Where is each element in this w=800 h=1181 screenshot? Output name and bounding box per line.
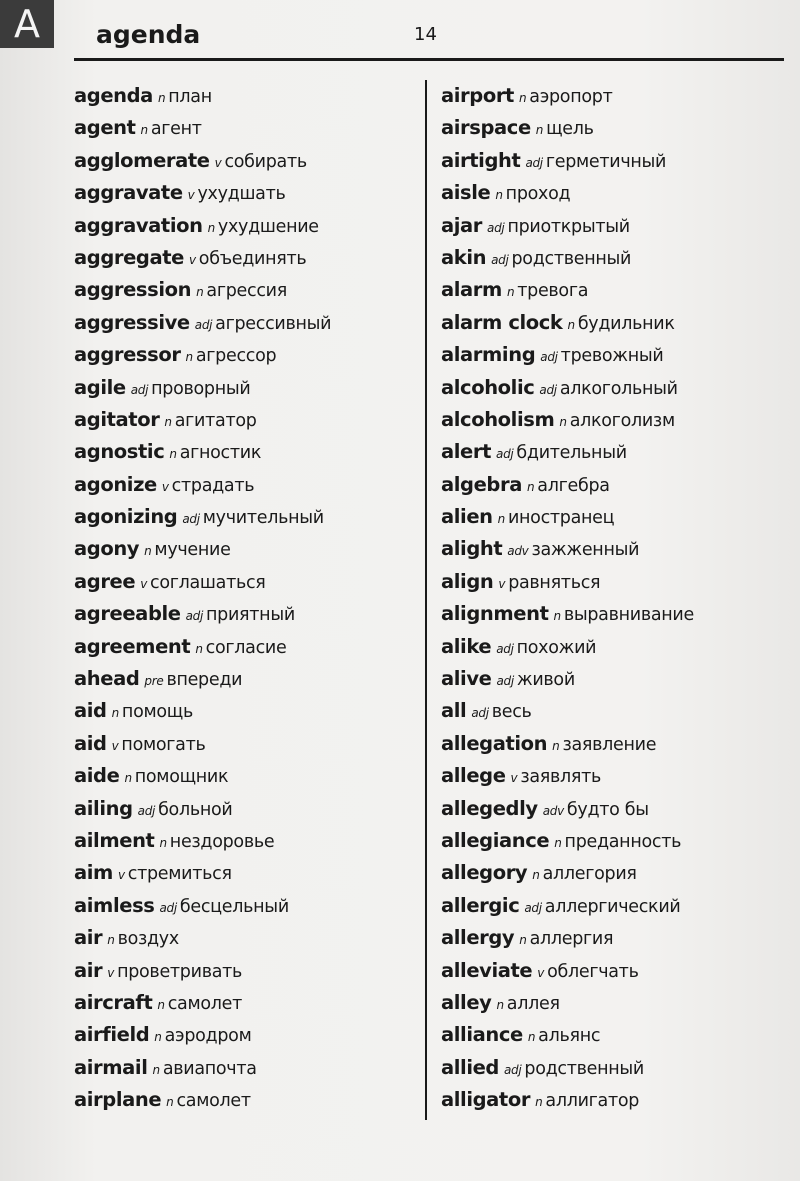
entry-translation: план (168, 87, 212, 107)
entry-headword: alert (441, 440, 492, 464)
entry-part-of-speech: adj (159, 900, 177, 915)
entry-part-of-speech: n (552, 738, 560, 753)
dictionary-entry (441, 793, 786, 825)
entry-part-of-speech: n (535, 123, 544, 138)
dictionary-entry (441, 1019, 786, 1051)
entry-part-of-speech: n (140, 123, 148, 138)
entry-translation: приятный (206, 605, 295, 626)
entry-translation: проход (505, 184, 571, 205)
entry-part-of-speech: n (196, 285, 204, 300)
entry-headword: akin (441, 245, 487, 269)
entry-part-of-speech: n (554, 835, 562, 850)
entry-part-of-speech: v (117, 868, 125, 883)
entry-part-of-speech: v (140, 576, 147, 591)
entry-translation: ухудшение (217, 216, 319, 237)
entry-part-of-speech: n (506, 285, 515, 300)
dictionary-entry (441, 566, 786, 598)
entry-translation: альянс (538, 1026, 601, 1047)
page-number: 14 (414, 24, 437, 45)
dictionary-entry (441, 242, 786, 274)
entry-headword: algebra (441, 472, 522, 496)
entry-translation: бесцельный (179, 896, 289, 917)
dictionary-entry (74, 210, 419, 242)
entry-part-of-speech: v (498, 576, 506, 591)
dictionary-entry (441, 112, 786, 144)
entry-part-of-speech: adj (496, 447, 514, 462)
entry-part-of-speech: n (157, 997, 165, 1012)
dictionary-entry (74, 112, 419, 144)
dictionary-entry (74, 1019, 419, 1051)
entry-translation: самолет (167, 993, 243, 1014)
right-column (441, 80, 786, 1117)
dictionary-entry (441, 955, 786, 987)
entry-headword: aggravation (74, 213, 203, 237)
entry-headword: allergic (441, 893, 520, 917)
dictionary-entry (74, 890, 419, 922)
entry-translation: агрессивный (215, 313, 332, 334)
entry-part-of-speech: adj (504, 1062, 522, 1077)
dictionary-entry (74, 372, 419, 404)
entry-headword: aggressive (74, 310, 190, 334)
entry-translation: приоткрытый (507, 216, 630, 237)
entry-translation: аллергический (544, 896, 681, 917)
dictionary-entry (74, 307, 419, 339)
entry-part-of-speech: adj (491, 252, 509, 267)
entry-part-of-speech: v (214, 155, 222, 170)
dictionary-entry (74, 598, 419, 630)
entry-headword: alcoholism (441, 407, 555, 431)
entry-part-of-speech: adj (471, 706, 489, 721)
entry-headword: agonize (74, 472, 157, 496)
entry-translation: алкогольный (559, 378, 678, 399)
entry-headword: airplane (74, 1088, 162, 1112)
entry-translation: авиапочта (162, 1058, 257, 1079)
entry-headword: alive (441, 667, 492, 691)
entry-headword: aim (74, 861, 113, 885)
entry-translation: страдать (171, 475, 255, 496)
entry-translation: проветривать (117, 961, 243, 982)
entry-part-of-speech: adj (137, 803, 156, 818)
entry-translation: агностик (179, 443, 262, 464)
entry-translation: равняться (508, 572, 601, 593)
entry-headword: allergy (441, 926, 515, 950)
entry-part-of-speech: n (527, 1030, 536, 1045)
entry-translation: агрессия (206, 281, 287, 302)
dictionary-entry (74, 533, 419, 565)
entry-translation: будильник (577, 313, 675, 334)
dictionary-entry (441, 663, 786, 695)
entry-headword: airspace (441, 116, 531, 140)
entry-headword: aggregate (74, 245, 184, 269)
dictionary-entry (74, 469, 419, 501)
dictionary-entry (74, 177, 419, 209)
entry-part-of-speech: adj (525, 155, 543, 170)
entry-part-of-speech: n (195, 641, 203, 656)
entry-translation: заявление (562, 734, 657, 755)
dictionary-entry (441, 339, 786, 371)
dictionary-entry (441, 987, 786, 1019)
entry-translation: самолет (176, 1091, 251, 1112)
entry-headword: all (441, 699, 467, 723)
dictionary-entry (441, 469, 786, 501)
entry-part-of-speech: n (107, 933, 115, 948)
entry-part-of-speech: adj (194, 317, 213, 332)
entry-translation: алкоголизм (569, 410, 675, 431)
entry-translation: похожий (516, 637, 597, 658)
dictionary-entry (74, 663, 419, 695)
entry-headword: aggressor (74, 343, 181, 367)
entry-translation: щель (546, 119, 594, 140)
dictionary-entry (74, 566, 419, 598)
entry-translation: облегчать (547, 961, 639, 982)
entry-part-of-speech: adj (130, 382, 149, 397)
entry-headword: alignment (441, 602, 549, 626)
entry-headword: agenda (74, 84, 153, 107)
entry-headword: agnostic (74, 440, 165, 464)
dictionary-entry (74, 80, 419, 112)
entry-translation: родственный (524, 1058, 644, 1079)
dictionary-entry (441, 890, 786, 922)
entry-translation: собирать (224, 151, 307, 172)
dictionary-entry (74, 1084, 419, 1116)
dictionary-entry (441, 695, 786, 727)
dictionary-entry (441, 857, 786, 889)
entry-translation: больной (158, 799, 233, 820)
dictionary-entry (441, 1084, 786, 1116)
entry-headword: agreement (74, 634, 191, 658)
dictionary-entry (441, 307, 786, 339)
entry-part-of-speech: n (207, 220, 215, 235)
entry-part-of-speech: n (166, 1095, 174, 1110)
entry-headword: alcoholic (441, 375, 535, 399)
entry-translation: иностранец (507, 508, 615, 529)
entry-part-of-speech: adv (542, 803, 564, 818)
entry-part-of-speech: v (510, 771, 518, 786)
entry-translation: тревога (517, 281, 589, 302)
entry-part-of-speech: n (497, 512, 505, 527)
entry-headword: agile (74, 375, 126, 399)
entry-translation: ухудшать (197, 184, 286, 205)
entry-part-of-speech: n (567, 317, 575, 332)
entry-translation: агент (150, 119, 202, 140)
dictionary-entry (74, 760, 419, 792)
entry-headword: aisle (441, 181, 491, 205)
dictionary-entry (441, 372, 786, 404)
dictionary-entry (441, 760, 786, 792)
entry-translation: впереди (166, 670, 243, 691)
dictionary-entry (74, 857, 419, 889)
entry-translation: живой (516, 670, 575, 691)
entry-headword: ailment (74, 828, 155, 852)
entry-headword: aimless (74, 893, 155, 917)
entry-part-of-speech: adj (539, 382, 557, 397)
entry-headword: ajar (441, 213, 483, 237)
entry-translation: проворный (151, 378, 251, 399)
left-column (74, 80, 419, 1117)
entry-headword: aggression (74, 278, 192, 302)
entry-headword: alligator (441, 1088, 531, 1112)
entry-headword: air (74, 958, 103, 982)
entry-headword: agitator (74, 407, 160, 431)
entry-translation: нездоровье (169, 831, 275, 852)
dictionary-entry (74, 1052, 419, 1084)
entry-translation: мучительный (202, 508, 324, 529)
entry-translation: объединять (198, 248, 307, 269)
section-letter-tab: A (0, 0, 54, 48)
entry-part-of-speech: adj (496, 641, 514, 656)
entry-translation: будто бы (566, 799, 649, 820)
column-divider (425, 80, 427, 1120)
entry-part-of-speech: n (532, 868, 540, 883)
entry-headword: allegedly (441, 796, 538, 820)
entry-headword: agonizing (74, 505, 178, 529)
entry-headword: aide (74, 764, 120, 788)
entry-headword: allegation (441, 731, 548, 755)
dictionary-entry (441, 436, 786, 468)
entry-part-of-speech: n (496, 997, 504, 1012)
dictionary-entry (74, 274, 419, 306)
entry-headword: alien (441, 505, 493, 529)
entry-part-of-speech: adj (182, 512, 200, 527)
entry-headword: allegiance (441, 828, 550, 852)
entry-part-of-speech: adj (496, 674, 514, 689)
entry-translation: родственный (511, 248, 632, 269)
entry-translation: тревожный (560, 346, 664, 367)
entry-part-of-speech: n (154, 1030, 162, 1045)
dictionary-entry (74, 955, 419, 987)
entry-part-of-speech: v (111, 738, 119, 753)
entry-part-of-speech: n (164, 414, 172, 429)
entry-translation: аллигатор (545, 1091, 640, 1112)
dictionary-entry (74, 793, 419, 825)
dictionary-entry (441, 598, 786, 630)
entry-part-of-speech: n (495, 188, 503, 203)
entry-part-of-speech: n (124, 771, 132, 786)
dictionary-entry (74, 404, 419, 436)
entry-headword: airfield (74, 1023, 150, 1047)
entry-translation: зажженный (531, 540, 640, 561)
dictionary-entry (74, 145, 419, 177)
entry-translation: соглашаться (150, 572, 266, 593)
entry-headword: alliance (441, 1023, 523, 1047)
entry-headword: agglomerate (74, 148, 210, 172)
dictionary-entry (441, 145, 786, 177)
entry-part-of-speech: n (559, 414, 567, 429)
entry-part-of-speech: adj (524, 900, 542, 915)
entry-translation: заявлять (520, 767, 602, 788)
entry-translation: аэропорт (529, 87, 613, 107)
entry-headword: aid (74, 699, 107, 723)
dictionary-entry (74, 501, 419, 533)
entry-part-of-speech: v (161, 479, 169, 494)
entry-part-of-speech: adj (185, 609, 204, 624)
dictionary-entry (441, 404, 786, 436)
entry-headword: alight (441, 537, 503, 561)
guide-word: agenda (96, 20, 201, 49)
entry-translation: агитатор (174, 410, 257, 431)
entry-headword: alarming (441, 343, 536, 367)
entry-headword: alarm (441, 278, 502, 302)
entry-headword: allege (441, 764, 506, 788)
dictionary-entry (74, 436, 419, 468)
entry-translation: весь (491, 702, 532, 723)
entry-translation: согласие (205, 637, 287, 658)
entry-part-of-speech: n (152, 1062, 160, 1077)
dictionary-entry (74, 339, 419, 371)
entry-headword: alleviate (441, 958, 533, 982)
entry-headword: agreeable (74, 602, 181, 626)
dictionary-entry (441, 274, 786, 306)
dictionary-entry (74, 922, 419, 954)
entry-headword: airmail (74, 1055, 148, 1079)
entry-translation: аэродром (164, 1026, 252, 1047)
entry-part-of-speech: adj (487, 220, 505, 235)
entry-translation: помощник (134, 767, 229, 788)
dictionary-entry (441, 533, 786, 565)
entry-part-of-speech: n (159, 835, 167, 850)
entry-part-of-speech: v (187, 188, 195, 203)
entry-headword: aggravate (74, 181, 183, 205)
entry-part-of-speech: v (188, 252, 196, 267)
entry-part-of-speech: n (526, 479, 535, 494)
entry-part-of-speech: adv (507, 544, 529, 559)
entry-translation: помогать (121, 734, 206, 755)
entry-headword: alarm clock (441, 310, 563, 334)
entry-translation: мучение (154, 540, 231, 561)
entry-headword: ahead (74, 667, 140, 691)
entry-headword: ailing (74, 796, 133, 820)
entry-translation: аллегория (542, 864, 637, 885)
entry-translation: агрессор (195, 346, 277, 367)
entry-headword: airtight (441, 148, 521, 172)
dictionary-entry (441, 631, 786, 663)
entry-translation: алгебра (537, 475, 610, 496)
entry-part-of-speech: n (144, 544, 152, 559)
header-rule (74, 58, 784, 61)
entry-translation: аллергия (529, 929, 614, 950)
dictionary-entry (441, 1052, 786, 1084)
entry-headword: agent (74, 116, 136, 140)
dictionary-entry (441, 177, 786, 209)
entry-translation: преданность (564, 831, 682, 852)
entry-translation: бдительный (516, 443, 627, 464)
entry-translation: выравнивание (563, 605, 694, 626)
entry-part-of-speech: n (519, 933, 527, 948)
entry-headword: aid (74, 731, 107, 755)
entry-headword: alley (441, 990, 492, 1014)
dictionary-entry (441, 728, 786, 760)
entry-part-of-speech: pre (144, 674, 164, 689)
dictionary-entry (74, 728, 419, 760)
entry-part-of-speech: n (185, 350, 193, 365)
entry-headword: aircraft (74, 990, 153, 1014)
dictionary-entry (74, 631, 419, 663)
entry-translation: герметичный (545, 151, 667, 172)
entry-headword: allegory (441, 861, 528, 885)
entry-part-of-speech: v (537, 965, 545, 980)
entry-translation: помощь (121, 702, 193, 723)
entry-part-of-speech: n (157, 91, 166, 105)
dictionary-entry (74, 825, 419, 857)
entry-headword: allied (441, 1055, 499, 1079)
entry-headword: agony (74, 537, 140, 561)
dictionary-entry (74, 242, 419, 274)
entry-part-of-speech: v (107, 965, 115, 980)
dictionary-entry (441, 825, 786, 857)
entry-headword: align (441, 569, 494, 593)
entry-translation: воздух (117, 929, 179, 950)
dictionary-entry (441, 80, 786, 112)
entry-part-of-speech: n (518, 91, 527, 105)
dictionary-entry (74, 695, 419, 727)
entry-part-of-speech: n (535, 1095, 543, 1110)
entry-part-of-speech: n (169, 447, 177, 462)
dictionary-entry (441, 210, 786, 242)
entry-headword: alike (441, 634, 492, 658)
dictionary-entry (74, 987, 419, 1019)
entry-part-of-speech: n (553, 609, 561, 624)
entry-part-of-speech: adj (540, 350, 558, 365)
entry-headword: airport (441, 84, 514, 107)
entry-part-of-speech: n (111, 706, 119, 721)
dictionary-entry (441, 922, 786, 954)
entry-translation: стремиться (127, 864, 232, 885)
entry-translation: аллея (506, 993, 560, 1014)
entry-headword: agree (74, 569, 136, 593)
entry-headword: air (74, 926, 103, 950)
dictionary-entry (441, 501, 786, 533)
